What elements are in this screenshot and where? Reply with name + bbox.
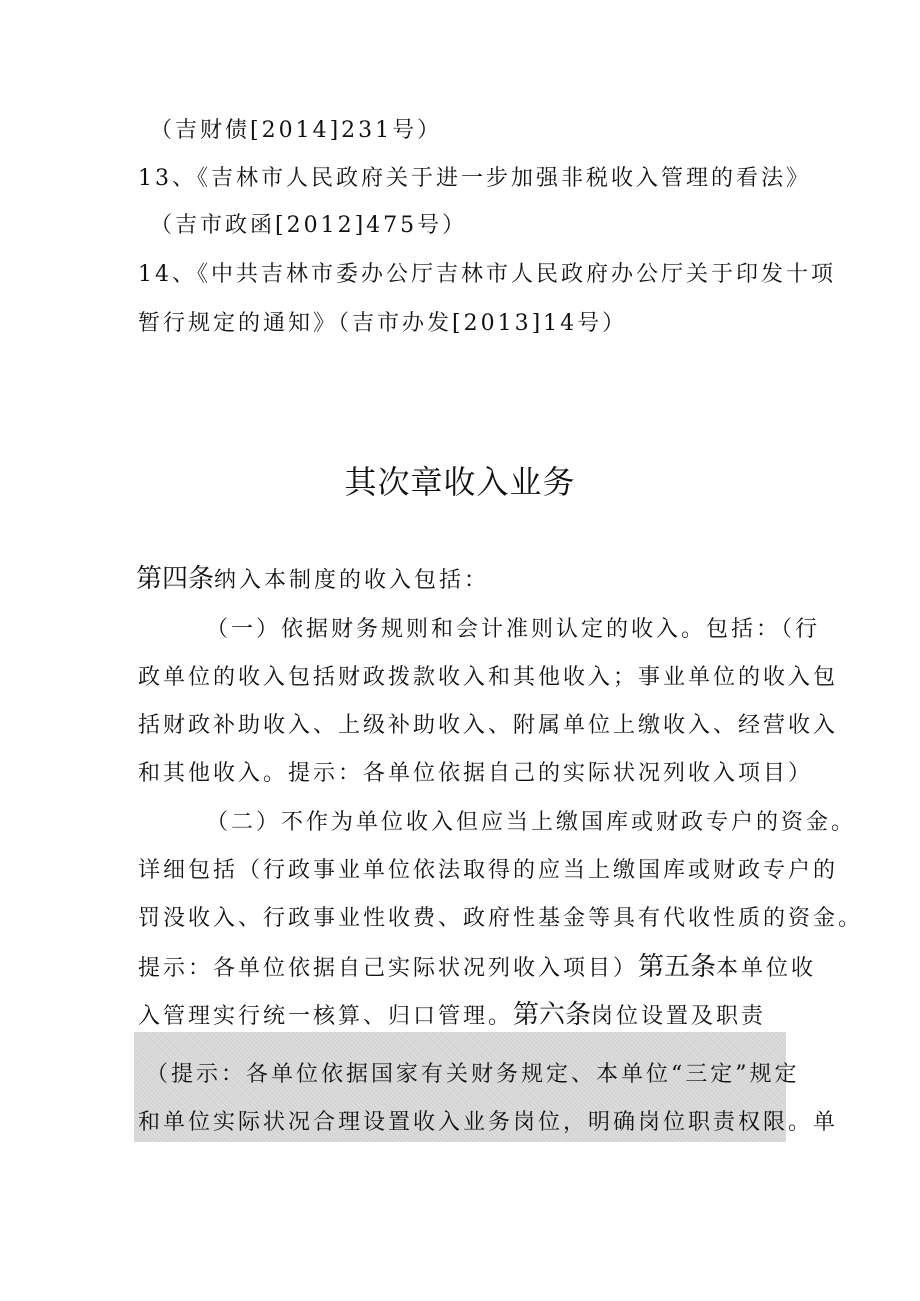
ref-item14-title-cont: 暂行规定的通知》（吉市办发[2013]14号） bbox=[138, 311, 628, 336]
paragraph-line: 详细包括（行政事业单位依法取得的应当上缴国库或财政专户的 bbox=[138, 858, 839, 883]
paragraph-line: （一）依据财务规则和会计准则认定的收入。包括：（行 bbox=[206, 617, 821, 642]
ref-item13-number: （吉市政函[2012]475号） bbox=[150, 213, 468, 238]
article-4-line bbox=[136, 564, 489, 596]
article-5-text: 本单位收 bbox=[716, 956, 817, 981]
article-5-label: 第五条 bbox=[638, 952, 717, 982]
article-4-label: 第四条 bbox=[136, 564, 215, 594]
paragraph-line: 括财政补助收入、上级补助收入、附属单位上缴收入、经营收入 bbox=[138, 713, 839, 738]
paragraph-line: 政单位的收入包括财政拨款收入和其他收入；事业单位的收入包 bbox=[138, 665, 839, 690]
article-6-line bbox=[138, 1000, 766, 1032]
article-5-text-cont: 入管理实行统一核算、归口管理。 bbox=[138, 1004, 514, 1029]
ref-item12-continuation: （吉财债[2014]231号） bbox=[150, 118, 443, 143]
ref-item13-title: 13、《吉林市人民政府关于进一步加强非税收入管理的看法》 bbox=[138, 166, 811, 191]
article-5-line bbox=[138, 952, 816, 984]
paragraph-line: 罚没收入、行政事业性收费、政府性基金等具有代收性质的资金。 bbox=[138, 906, 864, 931]
paragraph-end: 提示：各单位依据自己实际状况列收入项目） bbox=[138, 956, 639, 981]
paragraph-line: 和其他收入。提示：各单位依据自己的实际状况列收入项目） bbox=[138, 761, 814, 786]
hint-line: （提示：各单位依据国家有关财务规定、本单位“三定”规定 bbox=[146, 1062, 800, 1087]
ref-item14-title: 14、《中共吉林市委办公厅吉林市人民政府办公厅关于印发十项 bbox=[138, 262, 836, 287]
chapter-title: 其次章收入业务 bbox=[344, 463, 576, 501]
article-6-text: 岗位设置及职责 bbox=[591, 1004, 767, 1029]
hint-line: 和单位实际状况合理设置收入业务岗位，明确岗位职责权限。单 bbox=[138, 1110, 839, 1135]
article-4-text: 纳入本制度的收入包括： bbox=[214, 568, 490, 593]
paragraph-line: （二）不作为单位收入但应当上缴国库或财政专户的资金。 bbox=[206, 810, 857, 835]
article-6-label: 第六条 bbox=[513, 1000, 592, 1030]
